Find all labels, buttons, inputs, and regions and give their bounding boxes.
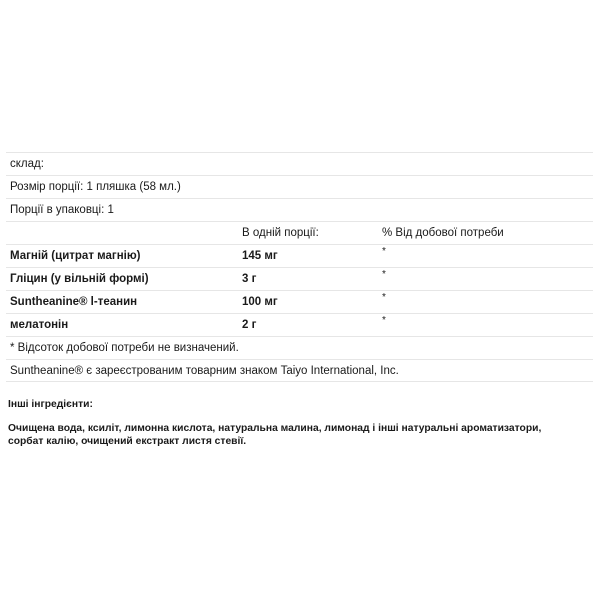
nutrient-amount: 100 мг bbox=[242, 296, 278, 308]
composition-row bbox=[6, 152, 593, 175]
nutrient-amount: 3 г bbox=[242, 273, 257, 285]
supplement-facts-panel bbox=[6, 152, 593, 382]
nutrient-name: мелатонін bbox=[10, 319, 69, 331]
other-ingredients-section bbox=[6, 398, 593, 449]
header-per-serving: В одній порції: bbox=[242, 227, 319, 239]
table-row bbox=[6, 267, 593, 290]
footnote: * Відсоток добової потреби не визначений. bbox=[10, 342, 239, 354]
nutrient-amount: 145 мг bbox=[242, 250, 278, 262]
trademark-note: Suntheanine® є зареєстрованим товарним знаком Taiyo International, Inc. bbox=[10, 365, 399, 377]
nutrient-name: Гліцин (у вільній формі) bbox=[10, 273, 149, 285]
composition-label: склад: bbox=[10, 158, 44, 170]
nutrient-dv: * bbox=[382, 315, 386, 326]
nutrient-dv: * bbox=[382, 246, 386, 257]
servings-per-container: Порції в упаковці: 1 bbox=[10, 204, 114, 216]
nutrient-amount: 2 г bbox=[242, 319, 257, 331]
table-row bbox=[6, 313, 593, 336]
serving-size: Розмір порції: 1 пляшка (58 мл.) bbox=[10, 181, 181, 193]
table-header-row bbox=[6, 221, 593, 244]
nutrient-name: Магній (цитрат магнію) bbox=[10, 250, 141, 262]
other-ingredients-title: Інші інгредієнти: bbox=[8, 399, 93, 410]
footnote-row bbox=[6, 336, 593, 359]
serving-size-row bbox=[6, 175, 593, 198]
nutrient-name: Suntheanine® l-теанин bbox=[10, 296, 138, 308]
trademark-row bbox=[6, 359, 593, 382]
nutrient-dv: * bbox=[382, 292, 386, 303]
table-row bbox=[6, 290, 593, 313]
servings-per-container-row bbox=[6, 198, 593, 221]
other-ingredients-text: Очищена вода, ксиліт, лимонна кислота, натуральна малина, лимонад і інші натуральні ароматизатори, сорбат калію, очищений екстракт листя стевії. bbox=[8, 422, 542, 447]
nutrient-dv: * bbox=[382, 269, 386, 280]
table-row bbox=[6, 244, 593, 267]
header-daily-value: % Від добової потреби bbox=[382, 227, 504, 239]
